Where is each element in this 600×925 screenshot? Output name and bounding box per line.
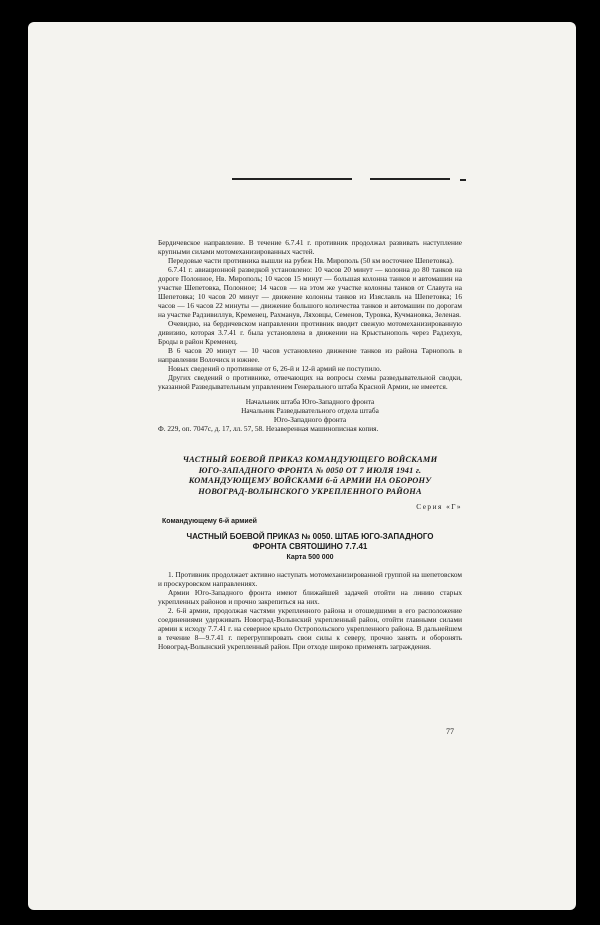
order-heading-line: КОМАНДУЮЩЕМУ ВОЙСКАМИ 6-й АРМИИ НА ОБОРОНУ [188,476,432,485]
top-rule [232,178,352,180]
top-rule [370,178,450,180]
order-heading-line: НОВОГРАД-ВОЛЫНСКОГО УКРЕПЛЕННОГО РАЙОНА [198,486,422,496]
order-title-line: ЧАСТНЫЙ БОЕВОЙ ПРИКАЗ № 0050. ШТАБ ЮГО-ЗАПАДНОГО [186,532,434,541]
order-heading-line: ЧАСТНЫЙ БОЕВОЙ ПРИКАЗ КОМАНДУЮЩЕГО ВОЙСКАМИ [182,455,438,464]
order-paragraph: Армии Юго-Западного фронта имеют ближайшей задачей отойти на линию старых укрепленных районов и прочно закрепиться на них. [158,588,462,606]
report-paragraph: Очевидно, на бердичевском направлении противник вводит свежую мотомеханизированную дивизию, которая 3.7.41 г. была установлена в движении на Крыстынополь через Радзехув, Броды в район Кременец. [158,319,462,346]
order-paragraph: 2. 6-й армии, продолжая частями укрепленного района и отошедшими в его расположение соединениями удерживать Новоград-Волынский укрепленный район, отойти главными силами армии к исходу 7.7.41 г. на северное крыло Остропольского укрепленного района. В дальнейшем в течение 8—9.7.41 г. перегруппировать свои силы к северу, прочно занять и оборонять Новоград-Волынский укрепленный район. При отходе широко применять заграждения. [158,606,462,651]
report-paragraph: Бердичевское направление. В течение 6.7.41 г. противник продолжал развивать наступление крупными силами мотомеханизированных частей. [158,238,462,256]
signature-intel-line1: Начальник Разведывательного отдела штаба [241,406,379,415]
order-title [158,532,462,552]
addressee: Командующему 6-й армией [162,518,257,525]
report-paragraph: Других сведений о противнике, отвечающих на вопросы схемы разведывательной сводки, указанной Разведывательным управлением Генерального штаба Красной Армии, не имеется. [158,373,462,391]
order-body [158,570,462,651]
signature-chief-of-staff: Начальник штаба Юго-Западного фронта [245,397,375,406]
page-content [158,238,462,651]
top-rule [460,179,466,181]
order-heading-line: ЮГО-ЗАПАДНОГО ФРОНТА № 0050 ОТ 7 ИЮЛЯ 1941 г. [198,465,422,475]
archive-source: Ф. 229, оп. 7047с, д. 17, лл. 57, 58. Незаверенная машинописная копия. [158,424,379,433]
report-paragraph: Передовые части противника вышли на рубеж Нв. Мирополь (50 км восточнее Шепетовка). [168,256,454,265]
order-heading [158,455,462,497]
report-paragraph: 6.7.41 г. авиационной разведкой установлено: 10 часов 20 минут — колонна до 80 танков на дороге Полонное, Нв. Мирополь; 10 часов 15 минут — большая колонна танков и автомашин на участке Шепетовка, Полонное; 14 часов — на этом же участке колонны танков от Славута на Шепетовка; 10 часов 20 минут — движение колонны танков из Изяславль на Шепетовка; 16 часов — 16 часов 22 минуты — движение большого количества танков и автомашин по дорогам на участке Радзивиллув, Кременец, Рахманув, Ляховцы, Семенов, Туровка, Кучмановка, Зеленая. [158,265,462,319]
report-paragraph: Новых сведений о противнике от 6, 26-й и 12-й армий не поступило. [168,364,382,373]
order-title-line: ФРОНТА СВЯТОШИНО 7.7.41 [252,542,368,551]
signature-block [158,397,462,424]
order-paragraph: 1. Противник продолжает активно наступать мотомеханизированной группой на шепетовском и проскуровском направлениях. [158,570,462,588]
map-label: Карта 500 000 [286,554,334,561]
series-label: Серия «Г» [416,502,462,511]
signature-intel-line2: Юго-Западного фронта [273,415,347,424]
report-paragraph: В 6 часов 20 минут — 10 часов установлено движение танков из района Тарнополь в направлении Волочиск и южнее. [158,346,462,364]
page-number: 77 [446,727,454,736]
